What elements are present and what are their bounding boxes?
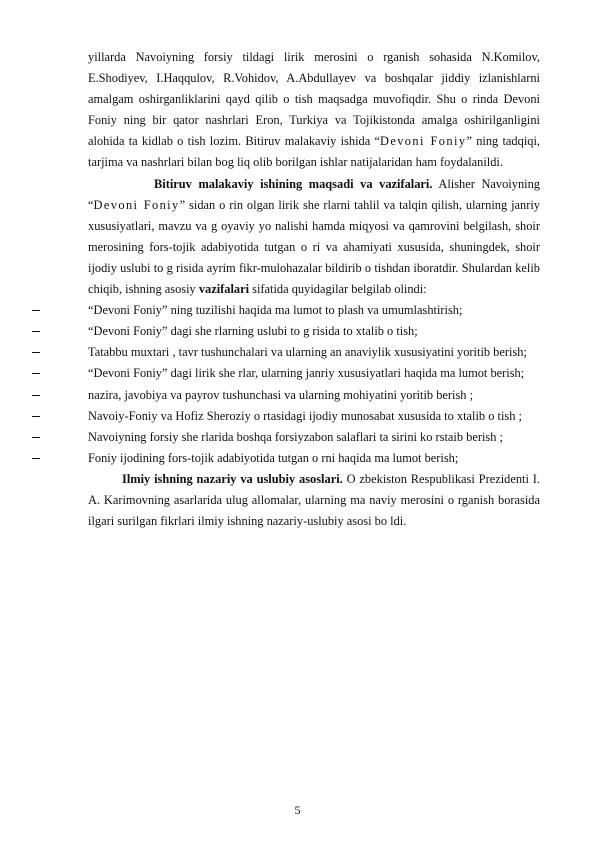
task-text: “Devoni Foniy” ning tuzilishi haqida ma lumot to plash va umumlashtirish; xyxy=(88,303,463,318)
paragraph-intro-text-after: ” ning tadqiqi, tarjima va nashrlari bilan bog liq olib borilgan ishlar natijalaridan ham foydalanildi. xyxy=(88,134,540,170)
dash-bullet-icon xyxy=(32,416,40,417)
task-text: nazira, javobiya va payrov tushunchasi va ularning mohiyatini yoritib berish ; xyxy=(88,387,474,402)
task-item xyxy=(88,448,540,469)
task-item xyxy=(88,363,540,384)
italic-title-devoni-foniy: Devoni Foniy xyxy=(379,134,467,149)
dash-bullet-icon xyxy=(32,331,40,332)
task-item xyxy=(88,427,540,448)
task-text: Navoiy-Foniy va Hofiz Sheroziy o rtasidagi ijodiy munosabat xususida to xtalib o tish ; xyxy=(88,408,522,423)
section-heading-goals: Bitiruv malakaviy ishining maqsadi va vazifalari. xyxy=(154,176,433,191)
paragraph-goals-text-c: sifatida quyidagilar belgilab olindi: xyxy=(249,282,427,297)
paragraph-methodology-text: O zbekiston Respublikasi Prezidenti I. A. Karimovning asarlarida ulug allomalar, ularning ma naviy merosini o rganish borasida ilgari surilgan fikrlari ilmiy ishning nazariy-uslubiy asosi bo ldi. xyxy=(88,471,540,529)
task-list xyxy=(88,300,540,469)
dash-bullet-icon xyxy=(32,395,40,396)
task-text: Foniy ijodining fors-tojik adabiyotida tutgan o rni haqida ma lumot berish; xyxy=(88,450,459,465)
task-item xyxy=(88,406,540,427)
dash-bullet-icon xyxy=(32,373,40,374)
task-text: Tatabbu muxtari , tavr tushunchalari va ularning an anaviylik xususiyatini yoritib berish; xyxy=(88,345,527,360)
dash-bullet-icon xyxy=(32,352,40,353)
italic-title-devoni-foniy-2: Devoni Foniy xyxy=(93,197,180,212)
dash-bullet-icon xyxy=(32,310,40,311)
dash-bullet-icon xyxy=(32,437,40,438)
paragraph-intro-text: yillarda Navoiyning forsiy tildagi lirik merosini o rganish sohasida N.Komilov, E.Shodiyev, I.Haqqulov, R.Vohidov, A.Abdullayev va boshqalar jiddiy izlanishlarni amalgam oshirganliklarini qayd qilib o tish maqsadga muvofiqdir. Shu o rinda Devoni Foniy ning bir qator nashrlari Eron, Turkiya va Tojikistonda amalga oshirilganligini alohida ta kidlab o tish lozim. Bitiruv malakaviy ishida “ xyxy=(88,50,540,149)
bold-word-vazifalari: vazifalari xyxy=(198,282,250,297)
paragraph-intro xyxy=(88,47,540,174)
paragraph-methodology xyxy=(88,469,540,532)
task-item xyxy=(88,385,540,406)
section-heading-methodology: Ilmiy ishning nazariy va uslubiy asoslari. xyxy=(122,471,343,486)
task-item xyxy=(88,342,540,363)
task-text: “Devoni Foniy” dagi she rlarning uslubi to g risida to xtalib o tish; xyxy=(88,324,418,339)
task-item xyxy=(88,321,540,342)
task-text: “Devoni Foniy” dagi lirik she rlar, ularning janriy xususiyatlari haqida ma lumot berish; xyxy=(88,366,525,381)
paragraph-goals xyxy=(88,174,540,301)
paragraph-goals-text-a: Alisher Navoiyning “ xyxy=(88,176,540,212)
paragraph-goals-text-b: ” sidan o rin olgan lirik she rlarni tahlil va talqin qilish, ularning janriy xususiyatlari, mavzu va g oyaviy yo nalishi hamda miqyosi va qamrovini belgilash, shoir merosining fors-tojik adabiyotida tutgan o ri va ahamiyati xususida, shuningdek, shoir ijodiy uslubi to g risida ayrim fikr-mulohazalar bildirib o tishdan iboratdir. Shulardan kelib chiqib, ishning asosiy xyxy=(88,197,540,297)
task-item xyxy=(88,300,540,321)
body-text xyxy=(88,47,540,532)
page-number: 5 xyxy=(294,803,301,817)
task-text: Navoiyning forsiy she rlarida boshqa forsiyzabon salaflari ta sirini ko rstaib berish ; xyxy=(88,429,503,444)
dash-bullet-icon xyxy=(32,458,40,459)
